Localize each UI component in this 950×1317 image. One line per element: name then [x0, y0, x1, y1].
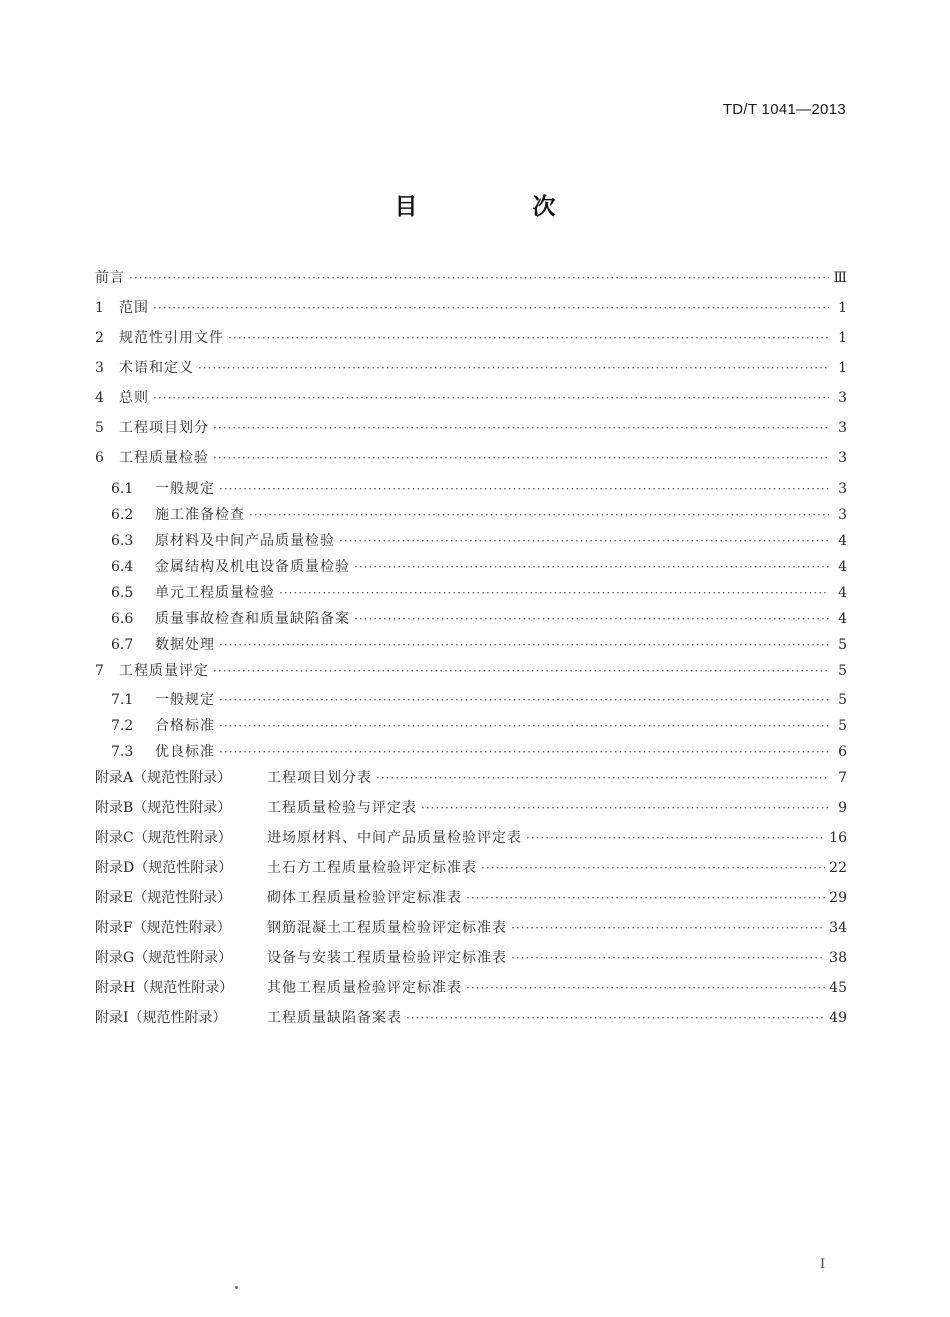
- toc-entry[interactable]: [95, 688, 847, 712]
- toc-entry[interactable]: [95, 416, 847, 440]
- toc-entry-label: 金属结构及机电设备质量检验: [155, 559, 350, 575]
- dot-leader: [213, 659, 829, 683]
- toc-entry-label: 数据处理: [155, 637, 215, 653]
- toc-entry[interactable]: [95, 714, 847, 738]
- toc-entry-number: 附录F（规范性附录）: [95, 920, 231, 936]
- toc-entry-number: 4: [95, 390, 104, 406]
- toc-entry[interactable]: [95, 976, 847, 1000]
- toc-entry[interactable]: [95, 946, 847, 970]
- toc-entry-number: 7.3: [111, 744, 134, 760]
- toc-entry-page: 5: [838, 718, 847, 734]
- toc-entry-label: 工程质量检验与评定表: [267, 800, 417, 816]
- toc-entry-label: 工程项目划分表: [267, 770, 372, 786]
- dot-leader: [279, 581, 829, 605]
- toc-entry[interactable]: [95, 386, 847, 410]
- toc-entry[interactable]: [95, 633, 847, 657]
- dot-leader: [228, 326, 829, 350]
- toc-entry-page: 5: [838, 663, 847, 679]
- dot-leader: [219, 633, 829, 657]
- toc-entry-label: 其他工程质量检验评定标准表: [267, 980, 462, 996]
- toc-entry-page: 4: [838, 533, 847, 549]
- standard-code: TD/T 1041—2013: [722, 101, 846, 118]
- dot-leader: [466, 976, 825, 1000]
- toc-entry-label: 范围: [119, 300, 149, 316]
- toc-entry[interactable]: [95, 856, 847, 880]
- dot-leader: [421, 796, 829, 820]
- dot-leader: [339, 529, 829, 553]
- toc-entry-page: 1: [838, 300, 847, 316]
- dot-leader: [198, 356, 829, 380]
- dot-leader: [526, 826, 825, 850]
- toc-entry-page: 3: [838, 390, 847, 406]
- toc-entry-page: 3: [838, 507, 847, 523]
- dot-leader: [249, 503, 829, 527]
- dot-leader: [219, 714, 829, 738]
- toc-entry-label: 土石方工程质量检验评定标准表: [267, 860, 477, 876]
- toc-entry-number: 3: [95, 360, 104, 376]
- toc-entry-number: 5: [95, 420, 104, 436]
- toc-entry-number: 附录I（规范性附录）: [95, 1010, 227, 1026]
- toc-entry-label: 前言: [95, 270, 125, 286]
- scan-speck: [235, 1286, 238, 1289]
- toc-entry-page: 38: [829, 950, 847, 966]
- toc-entry[interactable]: [95, 555, 847, 579]
- toc-entry-page: 3: [838, 450, 847, 466]
- toc-entry-page: 3: [838, 420, 847, 436]
- toc-entry[interactable]: [95, 503, 847, 527]
- toc-entry-label: 总则: [119, 390, 149, 406]
- toc-entry[interactable]: [95, 740, 847, 764]
- toc-entry-label: 术语和定义: [119, 360, 194, 376]
- toc-entry[interactable]: [95, 477, 847, 501]
- page-title: 目 次: [394, 194, 602, 220]
- toc-entry[interactable]: [95, 766, 847, 790]
- toc-entry[interactable]: [95, 529, 847, 553]
- toc-entry-label: 质量事故检查和质量缺陷备案: [155, 611, 350, 627]
- toc-entry-label: 工程质量检验: [119, 450, 209, 466]
- toc-entry-label: 单元工程质量检验: [155, 585, 275, 601]
- toc-entry-label: 工程质量缺陷备案表: [267, 1010, 402, 1026]
- toc-entry[interactable]: [95, 356, 847, 380]
- toc-entry-page: 9: [838, 800, 847, 816]
- dot-leader: [511, 946, 825, 970]
- dot-leader: [219, 740, 829, 764]
- dot-leader: [354, 555, 829, 579]
- toc-entry-number: 附录C（规范性附录）: [95, 830, 232, 846]
- page-number: I: [820, 1257, 826, 1272]
- dot-leader: [213, 416, 829, 440]
- toc-entry-page: 3: [838, 481, 847, 497]
- toc-entry-number: 7: [95, 663, 104, 679]
- toc-entry-page: 4: [838, 585, 847, 601]
- toc-entry[interactable]: [95, 607, 847, 631]
- dot-leader: [376, 766, 829, 790]
- toc-entry-page: 6: [838, 744, 847, 760]
- toc-entry-label: 优良标准: [155, 744, 215, 760]
- toc-entry-page: 4: [838, 559, 847, 575]
- toc-entry-number: 6.1: [111, 481, 134, 497]
- toc-entry[interactable]: [95, 266, 847, 290]
- toc-entry-number: 7.2: [111, 718, 134, 734]
- toc-entry-number: 附录E（规范性附录）: [95, 890, 232, 906]
- toc-entry-number: 6.7: [111, 637, 134, 653]
- toc-entry-label: 原材料及中间产品质量检验: [155, 533, 335, 549]
- dot-leader: [466, 886, 825, 910]
- toc-entry-label: 进场原材料、中间产品质量检验评定表: [267, 830, 522, 846]
- toc-entry-page: 22: [829, 860, 847, 876]
- toc-entry-number: 附录A（规范性附录）: [95, 770, 232, 786]
- toc-entry[interactable]: [95, 296, 847, 320]
- toc-entry-label: 规范性引用文件: [119, 330, 224, 346]
- toc-entry-number: 2: [95, 330, 104, 346]
- dot-leader: [153, 386, 829, 410]
- toc-entry-label: 钢筋混凝土工程质量检验评定标准表: [267, 920, 507, 936]
- dot-leader: [153, 296, 829, 320]
- toc-entry-number: 附录G（规范性附录）: [95, 950, 233, 966]
- dot-leader: [219, 688, 829, 712]
- toc-entry-page: 7: [838, 770, 847, 786]
- toc-entry-page: 5: [838, 692, 847, 708]
- toc-entry-label: 一般规定: [155, 481, 215, 497]
- toc-entry-number: 6.3: [111, 533, 134, 549]
- toc-entry-number: 6.4: [111, 559, 134, 575]
- toc-entry-page: 5: [838, 637, 847, 653]
- toc-entry[interactable]: [95, 581, 847, 605]
- toc-entry[interactable]: [95, 446, 847, 470]
- toc-entry-number: 附录D（规范性附录）: [95, 860, 233, 876]
- toc-entry[interactable]: [95, 796, 847, 820]
- toc-entry-page: 49: [829, 1010, 847, 1026]
- toc-entry-label: 一般规定: [155, 692, 215, 708]
- toc-entry-page: 1: [838, 330, 847, 346]
- dot-leader: [354, 607, 829, 631]
- dot-leader: [511, 916, 825, 940]
- toc-entry-number: 7.1: [111, 692, 134, 708]
- toc-entry-label: 施工准备检查: [155, 507, 245, 523]
- toc-entry-number: 6.5: [111, 585, 134, 601]
- dot-leader: [129, 266, 829, 290]
- toc-entry-page: 34: [829, 920, 847, 936]
- toc-entry-page: 16: [829, 830, 847, 846]
- toc-entry-page: 29: [829, 890, 847, 906]
- toc-entry-number: 6.2: [111, 507, 134, 523]
- dot-leader: [219, 477, 829, 501]
- toc-entry-label: 设备与安装工程质量检验评定标准表: [267, 950, 507, 966]
- toc-entry-label: 砌体工程质量检验评定标准表: [267, 890, 462, 906]
- toc-entry-number: 附录B（规范性附录）: [95, 800, 232, 816]
- toc-entry[interactable]: [95, 826, 847, 850]
- dot-leader: [213, 446, 829, 470]
- toc-entry-number: 6.6: [111, 611, 134, 627]
- dot-leader: [481, 856, 825, 880]
- toc-entry-label: 工程项目划分: [119, 420, 209, 436]
- toc-entry-number: 附录H（规范性附录）: [95, 980, 234, 996]
- toc-entry[interactable]: [95, 886, 847, 910]
- toc-entry[interactable]: [95, 1006, 847, 1030]
- toc-entry-page: Ⅲ: [833, 270, 847, 286]
- toc-entry-page: 1: [838, 360, 847, 376]
- toc-entry-number: 6: [95, 450, 104, 466]
- toc-entry-label: 工程质量评定: [119, 663, 209, 679]
- dot-leader: [406, 1006, 825, 1030]
- toc-entry[interactable]: [95, 326, 847, 350]
- toc-entry[interactable]: [95, 916, 847, 940]
- toc-entry-number: 1: [95, 300, 104, 316]
- toc-entry-page: 4: [838, 611, 847, 627]
- toc-entry-page: 45: [829, 980, 847, 996]
- toc-entry-label: 合格标准: [155, 718, 215, 734]
- toc-entry[interactable]: [95, 659, 847, 683]
